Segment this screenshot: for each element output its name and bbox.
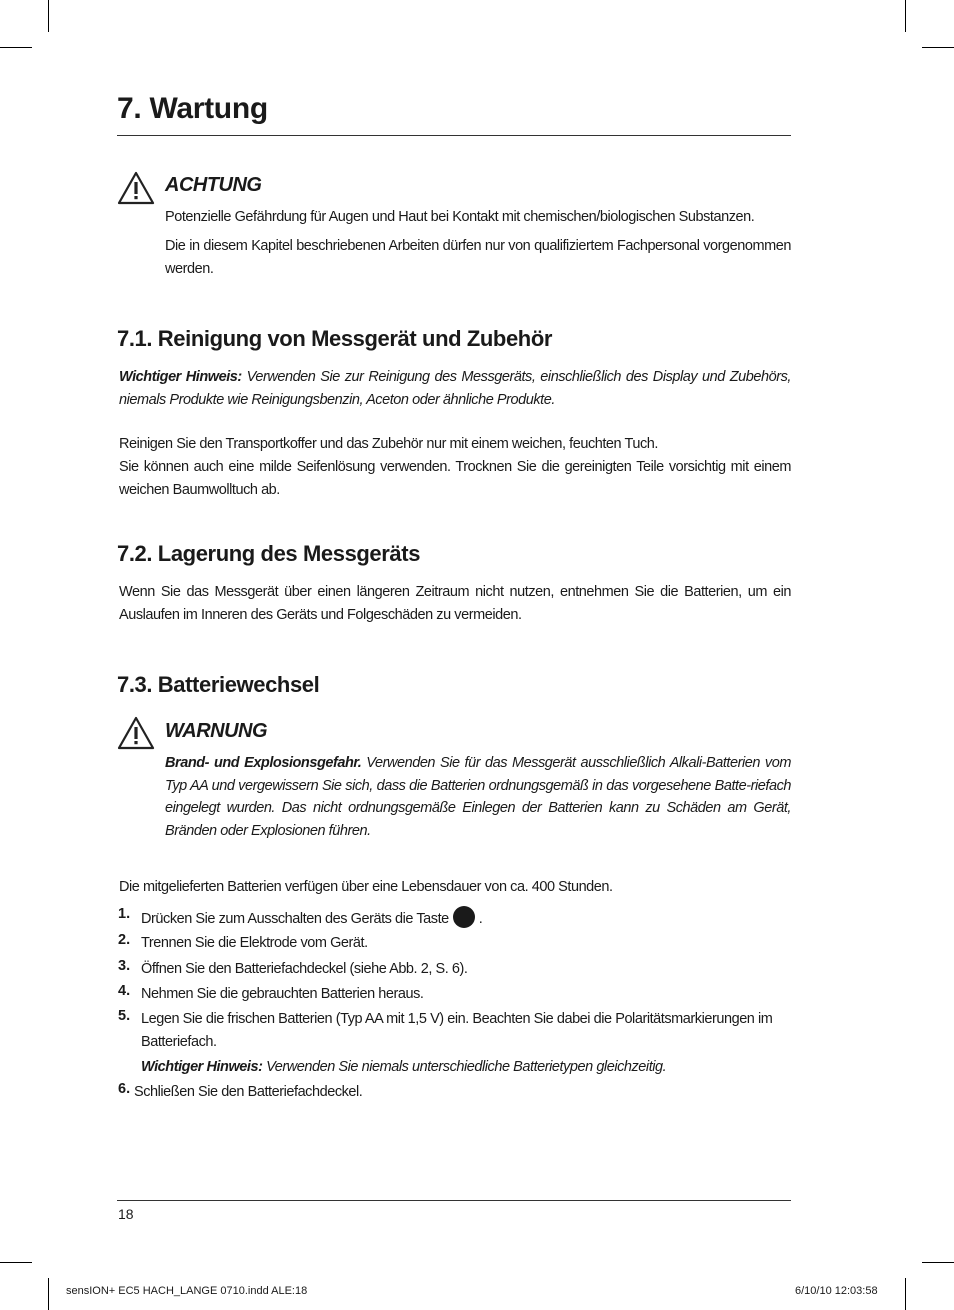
note-text: Verwenden Sie niemals unterschiedliche Batterietypen gleichzeitig. (262, 1059, 667, 1075)
paragraph: Sie können auch eine milde Seifenlösung verwenden. Trocknen Sie die gereinigten Teile vorsichtig mit einem weichen Baumwolltuch ab. (119, 459, 791, 498)
step-number: 4. (118, 983, 131, 999)
step-text (141, 906, 791, 931)
print-slug-date: 6/10/10 12:03:58 (795, 1285, 878, 1297)
step-number: 5. (118, 1008, 131, 1024)
warning-triangle-icon (117, 716, 155, 750)
step-number: 3. (118, 958, 131, 974)
caution-text: Die in diesem Kapitel beschriebenen Arbeiten dürfen nur von qualifiziertem Fachpersonal vorgenommen werden. (165, 238, 791, 277)
caution-label: ACHTUNG (165, 174, 262, 196)
crop-mark (48, 0, 49, 32)
warning-lead: Brand- und Explosionsgefahr. (165, 755, 362, 771)
important-note (141, 1056, 791, 1079)
step-text: Öffnen Sie den Batteriefachdeckel (siehe Abb. 2, S. 6). (141, 961, 468, 977)
print-slug-file: sensION+ EC5 HACH_LANGE 0710.indd ALE:18 (66, 1285, 308, 1297)
title-rule (117, 135, 791, 136)
step-number: 1. (118, 906, 131, 922)
section-heading: 7.1. Reinigung von Messgerät und Zubehör (117, 326, 553, 351)
crop-mark (922, 1262, 954, 1263)
note-text: Verwenden Sie zur Reinigung des Messgeräts, einschließlich des Display und Zubehörs, niemals Produkte wie Reinigungsbenzin, Aceton oder ähnliche Produkte. (119, 369, 791, 408)
step-text-part: . (478, 911, 483, 927)
caution-text: Potenzielle Gefährdung für Augen und Haut bei Kontakt mit chemischen/biologischen Substanzen. (165, 209, 755, 225)
step-text: Schließen Sie den Batteriefachdeckel. (134, 1084, 363, 1100)
warning-label: WARNUNG (165, 720, 268, 742)
crop-mark (905, 0, 906, 32)
page-title: 7. Wartung (117, 92, 268, 125)
crop-mark (0, 1262, 32, 1263)
paragraph: Wenn Sie das Messgerät über einen längeren Zeitraum nicht nutzen, entnehmen Sie die Batterien, um ein Auslaufen im Inneren des Geräts und Folgeschäden zu vermeiden. (119, 584, 791, 623)
paragraph: Reinigen Sie den Transportkoffer und das Zubehör nur mit einem weichen, feuchten Tuch. (119, 436, 658, 452)
warning-body: Verwenden Sie für das Messgerät ausschließlich Alkali-Batterien vom Typ AA und vergewissern Sie sich, dass die Batterien ordnungsgemäß in das vorgesehene Batte-riefach eingelegt wurden. Das nicht ordnungsgemäße Einlegen der Batterien kann zu Schäden am Gerät, Bränden oder Explosionen führen. (165, 755, 791, 839)
power-key-icon (453, 906, 475, 928)
step-text: Nehmen Sie die gebrauchten Batterien heraus. (141, 986, 424, 1002)
step-text: Legen Sie die frischen Batterien (Typ AA mit 1,5 V) ein. Beachten Sie dabei die Polaritätsmarkierungen im Batteriefach. (141, 1011, 773, 1050)
section-heading: 7.3. Batteriewechsel (117, 672, 320, 697)
important-note (119, 366, 791, 411)
note-lead: Wichtiger Hinweis: (141, 1059, 263, 1075)
crop-mark (0, 47, 32, 48)
step-text-part: Drücken Sie zum Ausschalten des Geräts die Taste (141, 911, 449, 927)
warning-triangle-icon (117, 171, 155, 205)
paragraph: Die mitgelieferten Batterien verfügen über eine Lebensdauer von ca. 400 Stunden. (119, 879, 613, 895)
step-number: 2. (118, 932, 131, 948)
note-lead: Wichtiger Hinweis: (119, 369, 242, 385)
step-number: 6. (118, 1081, 131, 1097)
section-heading: 7.2. Lagerung des Messgeräts (117, 541, 421, 566)
crop-mark (48, 1278, 49, 1310)
crop-mark (922, 47, 954, 48)
page-number: 18 (118, 1206, 134, 1222)
footer-rule (117, 1200, 791, 1201)
step-text: Trennen Sie die Elektrode vom Gerät. (141, 935, 368, 951)
warning-text (165, 752, 791, 842)
crop-mark (905, 1278, 906, 1310)
